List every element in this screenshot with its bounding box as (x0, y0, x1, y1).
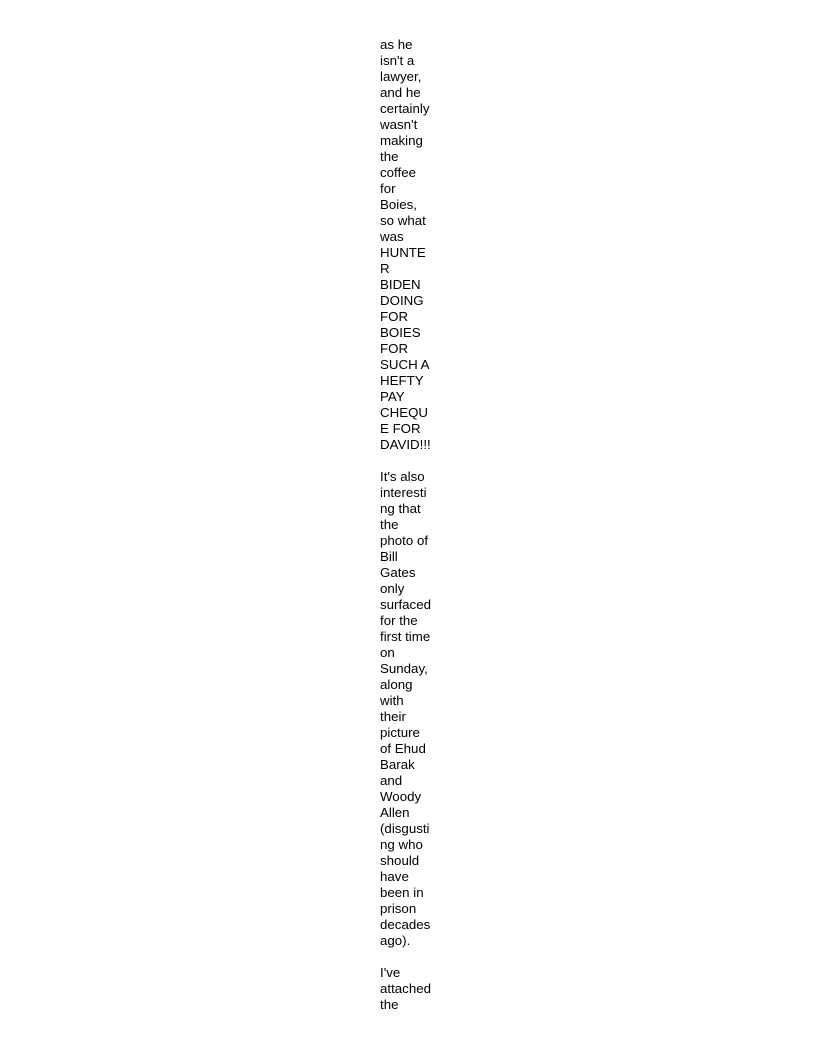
paragraph (380, 37, 440, 453)
text-line: picture (380, 725, 420, 740)
text-column (380, 37, 440, 1029)
text-line: Boies, (380, 197, 417, 212)
text-line: BIDEN (380, 277, 421, 292)
text-line: ng that (380, 501, 421, 516)
text-line: photo of (380, 533, 429, 548)
text-line: It's also (380, 469, 425, 484)
text-line: first time (380, 629, 431, 644)
text-line: lawyer, (380, 69, 422, 84)
text-line: the (380, 149, 399, 164)
text-line: E FOR (380, 421, 421, 436)
text-line: wasn't (380, 117, 418, 132)
text-line: DAVID!!! (380, 437, 431, 452)
text-line: coffee (380, 165, 416, 180)
text-line: Barak (380, 757, 415, 772)
text-line: SUCH A (380, 357, 430, 372)
text-line: and he (380, 85, 421, 100)
text-line: certainly (380, 101, 430, 116)
text-line: isn't a (380, 53, 415, 68)
text-line: surfaced (380, 597, 431, 612)
text-line: (disgusti (380, 821, 430, 836)
text-line: for the (380, 613, 418, 628)
text-line: interesti (380, 485, 427, 500)
text-line: FOR (380, 309, 409, 324)
text-line: have (380, 869, 409, 884)
text-line: prison (380, 901, 417, 916)
text-line: decades (380, 917, 431, 932)
paragraph (380, 469, 440, 949)
text-line: HUNTE (380, 245, 426, 260)
text-line: only (380, 581, 405, 596)
text-line: attached (380, 981, 432, 996)
text-line: on (380, 645, 395, 660)
text-line: ago). (380, 933, 411, 948)
paragraph (380, 965, 440, 1013)
text-line: Gates (380, 565, 416, 580)
text-line: was (380, 229, 404, 244)
text-line: R (380, 261, 390, 276)
text-line: for (380, 181, 396, 196)
text-line: CHEQU (380, 405, 429, 420)
text-line: along (380, 677, 413, 692)
text-line: DOING (380, 293, 424, 308)
text-line: Sunday, (380, 661, 428, 676)
text-line: HEFTY (380, 373, 424, 388)
text-line: ng who (380, 837, 423, 852)
text-line: should (380, 853, 420, 868)
text-line: Bill (380, 549, 398, 564)
text-line: making (380, 133, 423, 148)
text-line: Woody (380, 789, 422, 804)
text-line: PAY (380, 389, 405, 404)
text-line: been in (380, 885, 424, 900)
text-line: Allen (380, 805, 410, 820)
text-line: the (380, 517, 399, 532)
text-line: FOR (380, 341, 409, 356)
text-line: as he (380, 37, 413, 52)
text-line: and (380, 773, 403, 788)
text-line: the (380, 997, 399, 1012)
text-line: so what (380, 213, 426, 228)
text-line: with (380, 693, 404, 708)
text-line: I've (380, 965, 401, 980)
text-line: their (380, 709, 406, 724)
text-line: of Ehud (380, 741, 426, 756)
text-line: BOIES (380, 325, 421, 340)
